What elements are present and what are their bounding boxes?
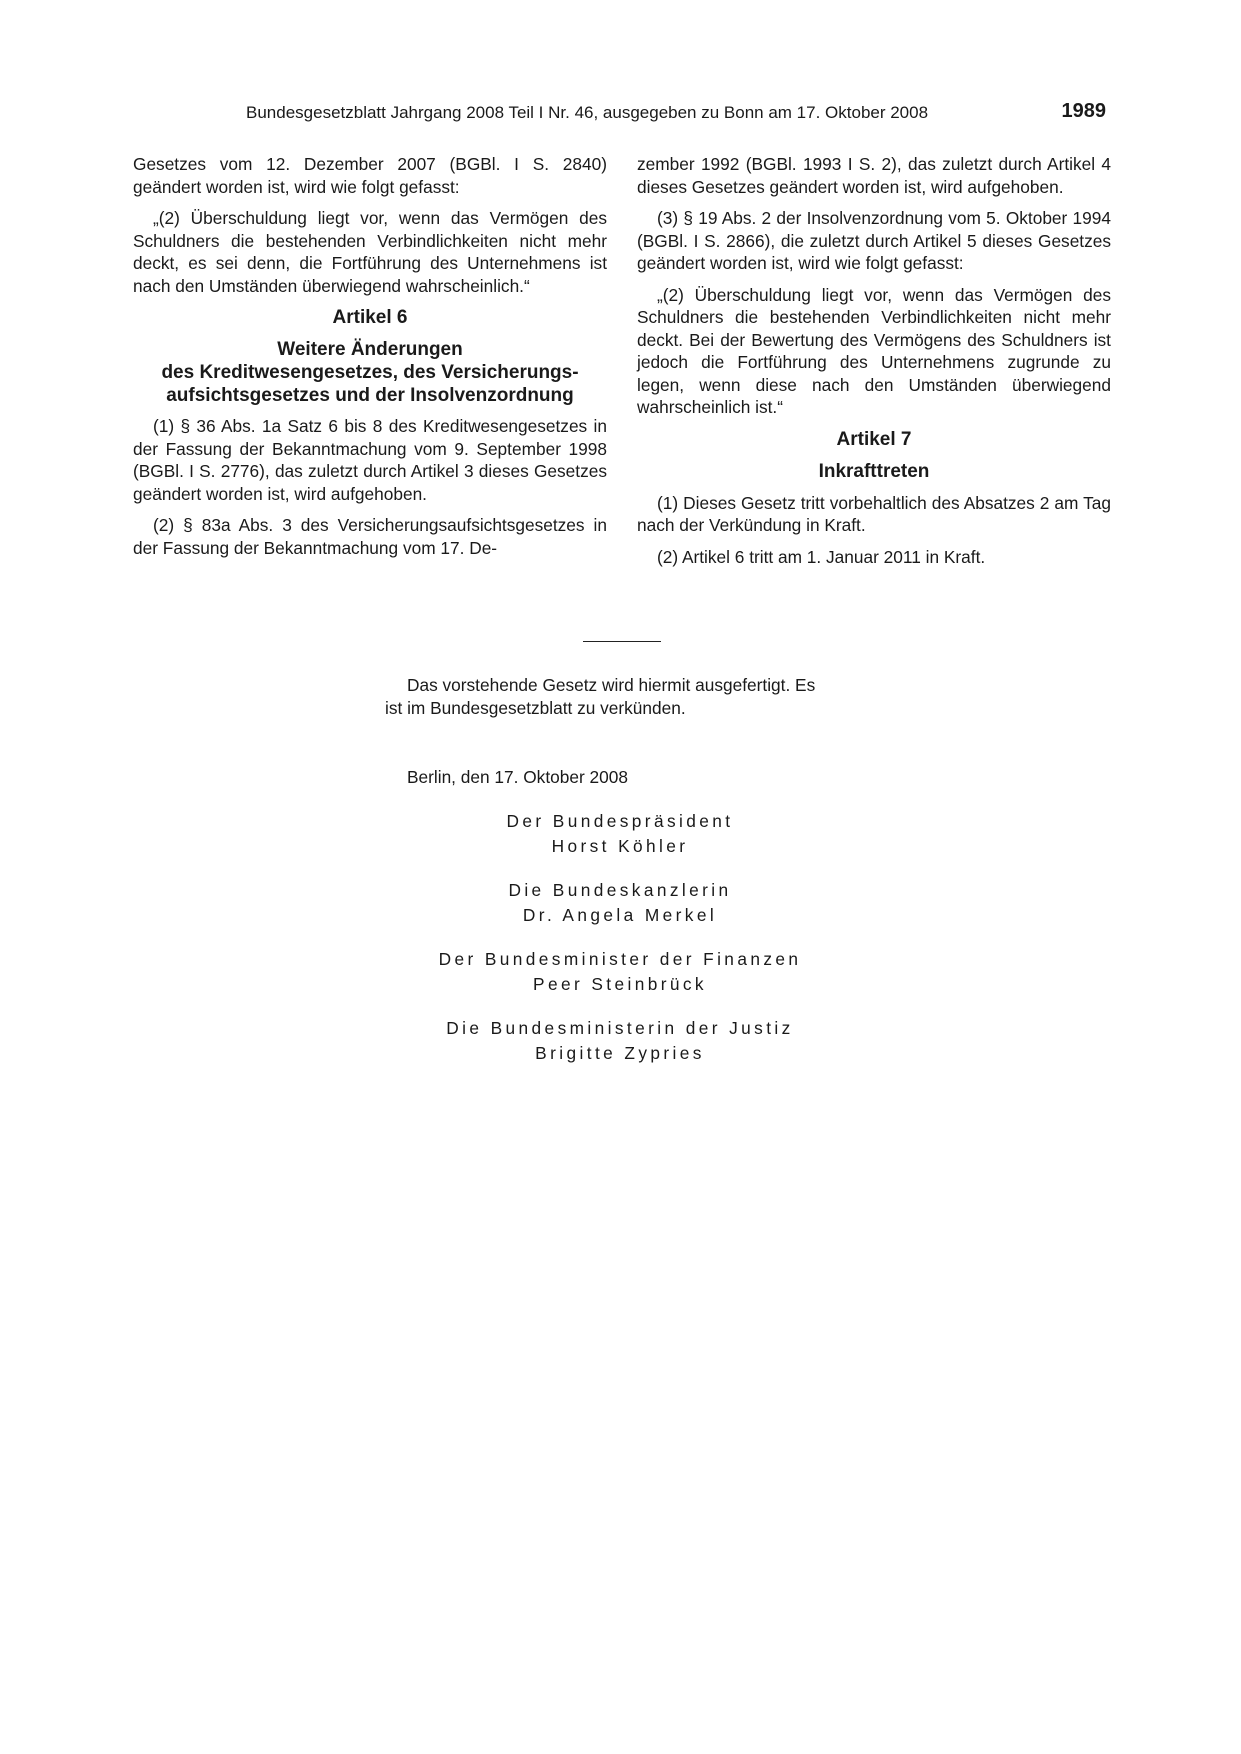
signature-block bbox=[400, 1016, 840, 1066]
right-column bbox=[637, 153, 1111, 577]
separator-rule bbox=[583, 641, 661, 642]
paragraph: (3) § 19 Abs. 2 der Insolvenzordnung vom 5. Oktober 1994 (BGBl. I S. 2866), die zuletzt durch Artikel 5 dieses Gesetzes geändert worden ist, wird wie folgt gefasst: bbox=[637, 208, 1111, 273]
paragraph: (1) § 36 Abs. 1a Satz 6 bis 8 des Kreditwesengesetzes in der Fassung der Bekanntmachung vom 9. September 1998 (BGBl. I S. 2776), das zuletzt durch Artikel 3 dieses Gesetzes geändert worden ist, wird aufgehoben. bbox=[133, 416, 607, 504]
closing-line: Das vorstehende Gesetz wird hiermit ausgefertigt. Es bbox=[407, 675, 816, 695]
paragraph: (2) Artikel 6 tritt am 1. Januar 2011 in Kraft. bbox=[657, 546, 986, 567]
paragraph: (2) § 83a Abs. 3 des Versicherungsaufsichtsgesetzes in der Fassung der Bekanntmachung vom 17. De- bbox=[133, 515, 607, 558]
signature-block bbox=[400, 809, 840, 859]
signatory-name: Brigitte Zypries bbox=[535, 1043, 705, 1063]
signatory-office: Die Bundesministerin der Justiz bbox=[446, 1018, 794, 1038]
header-title: Bundesgesetzblatt Jahrgang 2008 Teil I Nr. 46, ausgegeben zu Bonn am 17. Oktober 2008 bbox=[246, 103, 929, 122]
signatory-name: Dr. Angela Merkel bbox=[522, 905, 718, 925]
place-date: Berlin, den 17. Oktober 2008 bbox=[407, 767, 628, 787]
quoted-text: „(2) Überschuldung liegt vor, wenn das Vermögen des Schuldners die bestehenden Verbindlichkeiten nicht mehr deckt. Bei der Bewertung des Vermögens des Schuldners ist jedoch die Fortführung des Unternehmens zugrunde zu legen, wenn diese nach den Umständen überwiegend wahrscheinlich ist.“ bbox=[637, 284, 1111, 417]
left-column bbox=[133, 153, 607, 568]
signatory-office: Der Bundespräsident bbox=[506, 811, 734, 831]
article-6-title-line: des Kreditwesengesetzes, des Versicherungs- bbox=[161, 362, 579, 383]
closing-line: ist im Bundesgesetzblatt zu verkünden. bbox=[385, 698, 686, 718]
article-7-number: Artikel 7 bbox=[836, 428, 912, 450]
paragraph: (1) Dieses Gesetz tritt vorbehaltlich des Absatzes 2 am Tag nach der Verkündung in Kraft. bbox=[637, 492, 1111, 535]
signature-block bbox=[400, 947, 840, 997]
signatory-office: Der Bundesminister der Finanzen bbox=[438, 949, 802, 969]
article-7-title: Inkrafttreten bbox=[818, 460, 930, 482]
quoted-text: „(2) Überschuldung liegt vor, wenn das Vermögen des Schuldners die bestehenden Verbindlichkeiten nicht mehr deckt, es sei denn, die Fortführung des Unternehmens ist nach den Umständen überwiegend wahrscheinlich.“ bbox=[133, 208, 607, 296]
page-number: 1989 bbox=[1061, 100, 1106, 122]
signatory-name: Peer Steinbrück bbox=[533, 974, 707, 994]
article-6-title-line: aufsichtsgesetzes und der Insolvenzordnung bbox=[166, 385, 574, 406]
closing-formula bbox=[385, 674, 885, 720]
signatory-name: Horst Köhler bbox=[551, 836, 689, 856]
paragraph: zember 1992 (BGBl. 1993 I S. 2), das zuletzt durch Artikel 4 dieses Gesetzes geändert worden ist, wird aufgehoben. bbox=[637, 154, 1111, 197]
article-6-title-line: Weitere Änderungen bbox=[277, 339, 463, 360]
article-6-title bbox=[133, 338, 607, 407]
paragraph: Gesetzes vom 12. Dezember 2007 (BGBl. I S. 2840) geändert worden ist, wird wie folgt gefasst: bbox=[133, 154, 607, 197]
signatory-office: Die Bundeskanzlerin bbox=[508, 880, 732, 900]
article-6-number: Artikel 6 bbox=[332, 307, 408, 328]
signature-block bbox=[400, 878, 840, 928]
